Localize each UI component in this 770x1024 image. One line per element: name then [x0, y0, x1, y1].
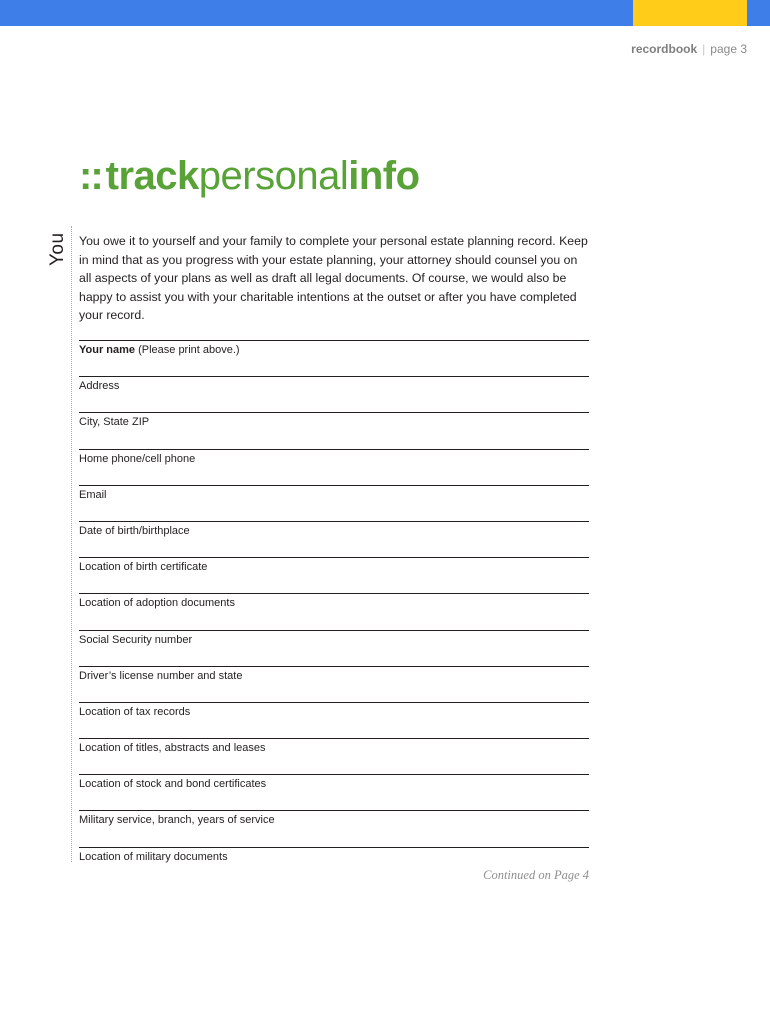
birth-certificate-location-field[interactable] [79, 557, 589, 593]
field-label: Location of birth certificate [79, 561, 208, 574]
adoption-documents-location-field[interactable] [79, 593, 589, 629]
field-label: Military service, branch, years of service [79, 814, 275, 827]
birth-date-place-field[interactable] [79, 521, 589, 557]
field-label: Address [79, 380, 120, 393]
address-field[interactable] [79, 376, 589, 412]
field-label: Email [79, 488, 107, 501]
ssn-field[interactable] [79, 630, 589, 666]
side-dotted-rule [71, 226, 72, 862]
recordbook-label: recordbook [631, 42, 698, 56]
email-field[interactable] [79, 485, 589, 521]
name-field-label-note: (Please print above.) [135, 344, 240, 356]
top-banner-accent [633, 0, 747, 26]
field-label: Date of birth/birthplace [79, 524, 190, 537]
field-label: Location of adoption documents [79, 597, 235, 610]
field-label: City, State ZIP [79, 416, 150, 429]
military-service-field[interactable] [79, 810, 589, 846]
title-part-personal: personal [198, 154, 349, 198]
phone-field[interactable] [79, 449, 589, 485]
page-number: page 3 [710, 42, 747, 56]
page-header [631, 42, 747, 56]
field-label: Location of tax records [79, 705, 191, 718]
field-label: Location of military documents [79, 850, 228, 863]
field-label: Location of stock and bond certificates [79, 778, 267, 791]
drivers-license-field[interactable] [79, 666, 589, 702]
city-state-zip-field[interactable] [79, 412, 589, 448]
title-part-track: track [105, 154, 199, 198]
titles-abstracts-leases-field[interactable] [79, 738, 589, 774]
side-label-text: You [47, 232, 68, 266]
field-label: Social Security number [79, 633, 193, 646]
name-field-label-bold: Your name [79, 344, 136, 356]
tax-records-location-field[interactable] [79, 702, 589, 738]
field-label: Home phone/cell phone [79, 452, 196, 465]
stock-bond-certificates-field[interactable] [79, 774, 589, 810]
intro-paragraph: You owe it to yourself and your family to complete your personal estate planning record. Keep in mind that as you progress with your estate planning, your attorney should counsel you on all aspects of your plans as well as draft all legal documents. Of course, we would also be happy to assist you with your charitable intentions at the outset or after you have completed your record. [79, 234, 588, 322]
field-label: Location of titles, abstracts and leases [79, 742, 266, 755]
name-field[interactable] [79, 340, 589, 376]
page-title [79, 148, 420, 204]
field-label: Driver’s license number and state [79, 669, 243, 682]
title-dots: :: [79, 154, 102, 198]
header-separator: | [702, 42, 706, 56]
form-fields [79, 340, 589, 883]
continued-note: Continued on Page 4 [483, 868, 589, 882]
title-part-info: info [348, 154, 420, 198]
